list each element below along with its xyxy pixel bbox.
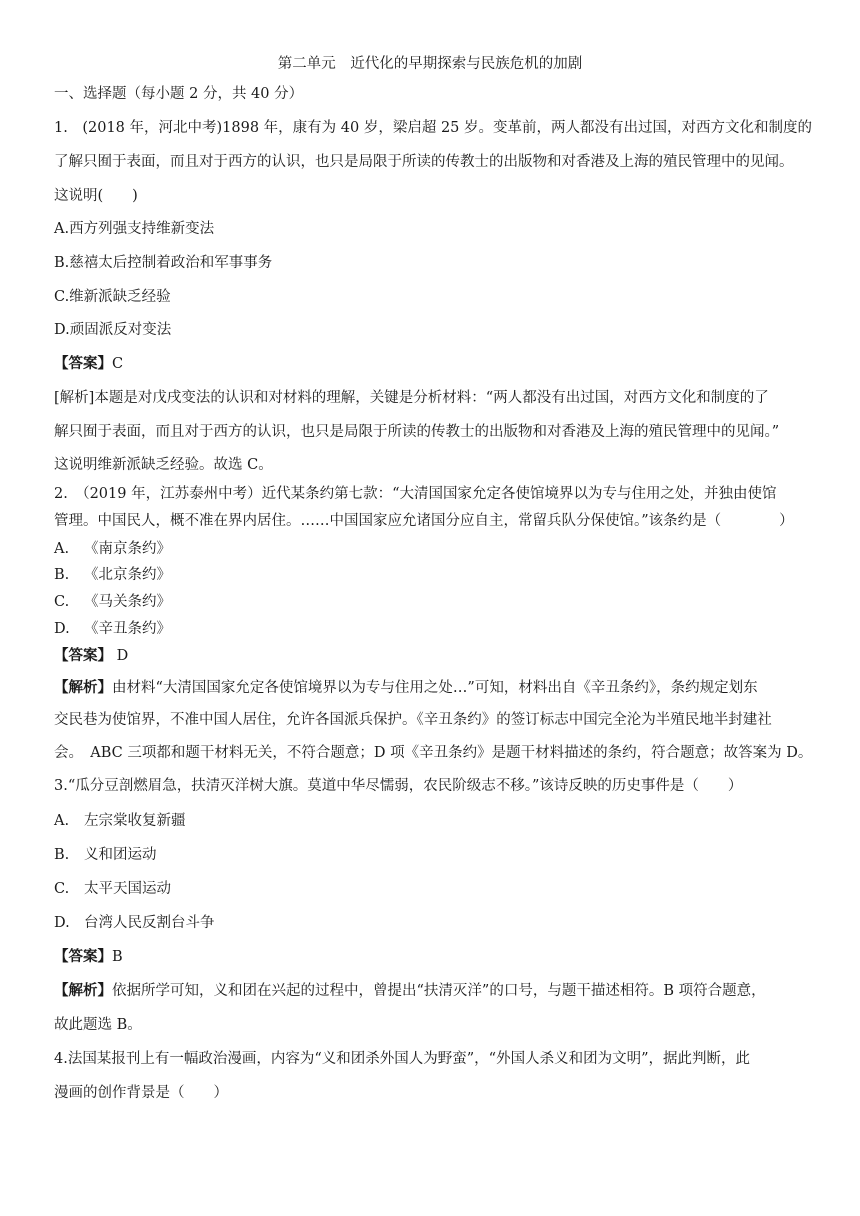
q2-option-c-text: 《马关条约》 — [84, 594, 171, 610]
page-title: 第二单元 近代化的早期探索与民族危机的加剧 — [277, 56, 583, 72]
q2-option-b-text: 《北京条约》 — [84, 567, 171, 583]
q3-option-a-text: 左宗棠收复新疆 — [84, 813, 186, 829]
q1-answer-label: 【答案】 — [54, 355, 112, 372]
q2-option-a-text: 《南京条约》 — [84, 541, 171, 557]
q3-analysis-text-1: 依据所学可知，义和团在兴起的过程中，曾提出“扶清灭洋”的口号，与题干描述相符。B 项符合题意， — [112, 983, 766, 999]
q2-analysis-line-2: 交民巷为使馆界，不准中国人居住，允许各国派兵保护。《辛丑条约》的签订标志中国完全沦为半殖民地半封建社 — [54, 712, 772, 728]
q2-option-d-text: 《辛丑条约》 — [84, 621, 171, 637]
q1-analysis-line-2: 解只囿于表面，而且对于西方的认识，也只是局限于所读的传教士的出版物和对香港及上海的殖民管理中的见闻。” — [54, 424, 780, 440]
q3-answer-value: B — [112, 949, 123, 965]
q4-stem-line-2: 漫画的创作背景是（ ） — [54, 1085, 228, 1101]
q2-analysis-line-1 — [54, 681, 758, 696]
q1-answer-value: C — [112, 356, 124, 372]
q3-analysis-label: 【解析】 — [54, 982, 112, 999]
q1-stem-line-3: 这说明( ) — [54, 188, 138, 204]
q3-option-c — [54, 882, 171, 897]
q2-stem-line-2: 管理。中国民人，概不准在界内居住。……中国国家应允诸国分应自主，常留兵队分保使馆。”该条约是（ ） — [54, 513, 794, 529]
section-heading: 一、选择题（每小题 2 分，共 40 分） — [54, 86, 304, 102]
q3-option-c-text: 太平天国运动 — [84, 881, 171, 897]
q1-option-a: A.西方列强支持维新变法 — [54, 221, 215, 237]
q3-option-a-label: A. — [54, 813, 70, 829]
q2-option-a-label: A. — [54, 541, 70, 557]
q3-answer-label: 【答案】 — [54, 948, 112, 965]
q2-analysis-text-1: 由材料“大清国国家允定各使馆境界以为专与住用之处…”可知，材料出自《辛丑条约》，条约规定划东 — [112, 680, 758, 696]
q1-option-b: B.慈禧太后控制着政治和军事事务 — [54, 255, 273, 271]
q2-analysis-line-3: 会。 ABC 三项都和题干材料无关，不符合题意；D 项《辛丑条约》是题干材料描述的条约，符合题意；故答案为 D。 — [54, 745, 813, 761]
q2-answer-label: 【答案】 — [54, 647, 112, 664]
q1-option-d: D.顽固派反对变法 — [54, 322, 172, 338]
q3-analysis-line-1 — [54, 984, 766, 999]
q4-stem-line-1: 4.法国某报刊上有一幅政治漫画，内容为“义和团杀外国人为野蛮”，“外国人杀义和团为文明”，据此判断，此 — [54, 1051, 750, 1067]
q2-option-c — [54, 595, 171, 610]
q3-stem: 3.“瓜分豆剖燃眉急，扶清灭洋树大旗。莫道中华尽懦弱，农民阶级志不移。”该诗反映的历史事件是（ ） — [54, 778, 743, 794]
q3-option-a — [54, 814, 186, 829]
q2-option-b-label: B. — [54, 567, 70, 583]
q3-option-d — [54, 916, 215, 931]
q2-option-c-label: C. — [54, 594, 70, 610]
q1-option-c: C.维新派缺乏经验 — [54, 289, 171, 305]
q3-option-c-label: C. — [54, 881, 70, 897]
q3-option-b-text: 义和团运动 — [84, 847, 157, 863]
q2-stem-line-1: 2. （2019 年，江苏泰州中考）近代某条约第七款：“大清国国家允定各使馆境界以为专与住用之处，并独由使馆 — [54, 486, 777, 502]
q1-analysis-line-1: [解析]本题是对戊戌变法的认识和对材料的理解，关键是分析材料：“两人都没有出过国，对西方文化和制度的了 — [54, 390, 769, 406]
q3-option-d-text: 台湾人民反割台斗争 — [84, 915, 215, 931]
q3-option-d-label: D. — [54, 915, 70, 931]
q2-option-b — [54, 568, 171, 583]
q1-analysis-line-3: 这说明维新派缺乏经验。故选 C。 — [54, 457, 273, 473]
q1-stem-line-1: 1. (2018 年，河北中考)1898 年，康有为 40 岁，梁启超 25 岁。变革前，两人都没有出过国，对西方文化和制度的 — [54, 120, 813, 136]
q3-option-b — [54, 848, 157, 863]
q3-analysis-line-2: 故此题选 B。 — [54, 1017, 142, 1033]
q2-answer — [54, 649, 128, 664]
q3-option-b-label: B. — [54, 847, 70, 863]
q2-option-a — [54, 542, 171, 557]
q2-option-d — [54, 622, 171, 637]
q3-answer — [54, 950, 123, 965]
q1-stem-line-2: 了解只囿于表面，而且对于西方的认识，也只是局限于所读的传教士的出版物和对香港及上海的殖民管理中的见闻。 — [54, 154, 794, 170]
q2-option-d-label: D. — [54, 621, 70, 637]
q2-answer-value: D — [112, 648, 129, 664]
q2-analysis-label: 【解析】 — [54, 679, 112, 696]
q1-answer — [54, 357, 123, 372]
